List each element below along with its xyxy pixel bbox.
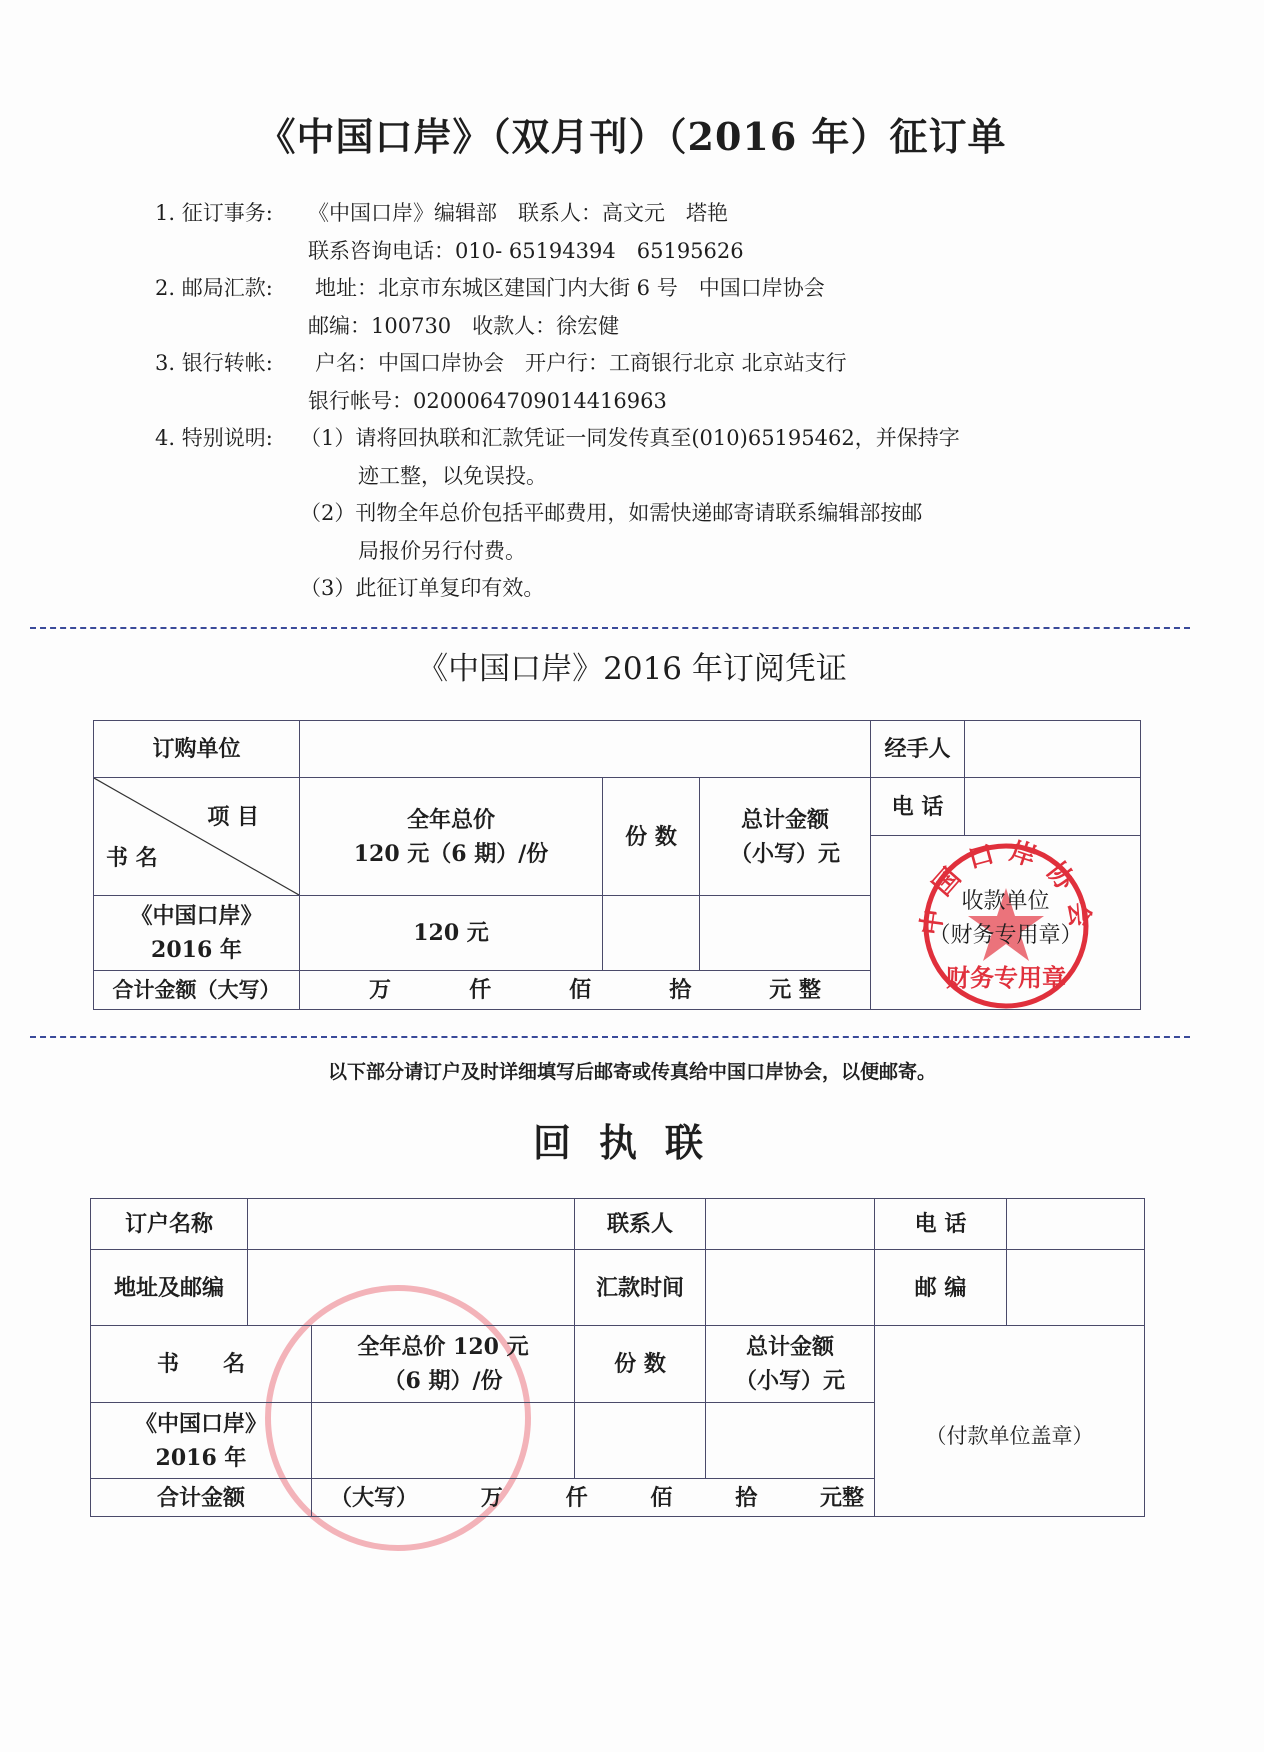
handler-input[interactable] xyxy=(965,721,1141,778)
customer-input[interactable] xyxy=(248,1199,575,1250)
receipt-price-header-line2: （6 期）/份 xyxy=(383,1368,503,1394)
phone-input[interactable] xyxy=(965,778,1141,836)
receipt-copies-header: 份 数 xyxy=(575,1326,706,1403)
receipt-sum-label: 合计金额 xyxy=(91,1479,312,1517)
stamp-cell xyxy=(871,836,1141,1010)
receipt-unit-qian: 仟 xyxy=(565,1484,588,1511)
header-item: 项 目 xyxy=(207,804,259,830)
item4-label: 4. 特别说明: xyxy=(155,426,273,450)
diagonal-line xyxy=(94,778,299,895)
copies-input[interactable] xyxy=(603,896,700,971)
receipt-total-header-line2: （小写）元 xyxy=(734,1368,845,1394)
receipt-phone-label: 电 话 xyxy=(875,1199,1007,1250)
book-name-line1: 《中国口岸》 xyxy=(130,903,263,929)
receipt-phone-input[interactable] xyxy=(1007,1199,1145,1250)
item2-line2: 邮编：100730 收款人：徐宏健 xyxy=(308,314,620,338)
contact-input[interactable] xyxy=(706,1199,875,1250)
receipt-unit-yuan-zheng: 元整 xyxy=(819,1484,864,1511)
receipt-total-input[interactable] xyxy=(706,1403,875,1479)
receipt-title: 回执联 xyxy=(532,1120,731,1165)
receipt-unit-bai: 佰 xyxy=(650,1484,673,1511)
item4-note1-line1: （1）请将回执联和汇款凭证一同发传真至(010)65195462，并保持字 xyxy=(300,426,960,450)
item4-note1-line2: 迹工整，以免误投。 xyxy=(358,464,547,488)
item1-line2: 联系咨询电话：010- 65194394 65195626 xyxy=(308,239,744,263)
receipt-book-name xyxy=(91,1403,312,1479)
remit-time-input[interactable] xyxy=(706,1250,875,1326)
remit-time-label: 汇款时间 xyxy=(575,1250,706,1326)
book-name-line2: 2016 年 xyxy=(151,937,242,963)
price-header xyxy=(300,778,603,896)
total-header-line2: （小写）元 xyxy=(730,840,841,867)
item4-note3: （3）此征订单复印有效。 xyxy=(300,576,545,600)
receipt-copies-input[interactable] xyxy=(575,1403,706,1479)
page-title: 《中国口岸》（双月刊）（2016 年）征订单 xyxy=(257,114,1007,159)
total-input[interactable] xyxy=(700,896,871,971)
price-header-line2: 120 元（6 期）/份 xyxy=(353,840,549,867)
item4-note2-line2: 局报价另行付费。 xyxy=(358,539,526,563)
item2-label: 2. 邮局汇款: xyxy=(155,276,273,300)
cut-line-divider xyxy=(30,627,1190,629)
item3-label: 3. 银行转帐: xyxy=(155,351,273,375)
zip-label: 邮 编 xyxy=(875,1250,1007,1326)
unit-wan: 万 xyxy=(369,977,392,1003)
unit-shi: 拾 xyxy=(669,977,692,1003)
address-label: 地址及邮编 xyxy=(91,1250,248,1326)
receipt-price-input[interactable] xyxy=(312,1403,575,1479)
item2-line1: 地址：北京市东城区建国门内大街 6 号 中国口岸协会 xyxy=(315,276,825,300)
contact-label: 联系人 xyxy=(575,1199,706,1250)
receipt-book-name-line2: 2016 年 xyxy=(155,1444,247,1471)
handler-label: 经手人 xyxy=(871,721,965,778)
seal-bottom-text: 财务专用章 xyxy=(946,964,1067,992)
receipt-sum-input[interactable] xyxy=(312,1479,875,1517)
price-header-line1: 全年总价 xyxy=(406,806,495,833)
diagonal-header-cell xyxy=(94,778,300,896)
item1-label: 1. 征订事务: xyxy=(155,201,273,225)
header-book: 书 名 xyxy=(106,845,158,871)
payer-seal-cell[interactable] xyxy=(875,1326,1145,1517)
buyer-input[interactable] xyxy=(300,721,871,778)
receipt-unit-wan: 万 xyxy=(480,1484,503,1511)
receipt-book-header: 书 名 xyxy=(91,1326,312,1403)
receipt-unit-shi: 拾 xyxy=(735,1484,758,1511)
receipt-price-header xyxy=(312,1326,575,1403)
copies-header: 份 数 xyxy=(603,778,700,896)
total-header xyxy=(700,778,871,896)
receipt-sum-daxie: （大写） xyxy=(330,1484,419,1511)
sum-label: 合计金额（大写） xyxy=(94,971,300,1010)
receipt-price-header-line1: 全年总价 120 元 xyxy=(357,1334,529,1360)
seal-arc-text: 中国口岸协会 xyxy=(916,836,1096,941)
unit-yuan-zheng: 元 整 xyxy=(769,977,821,1003)
book-name xyxy=(94,896,300,971)
payer-seal-placeholder: （付款单位盖章） xyxy=(925,1424,1094,1448)
item3-line2: 银行帐号：0200064709014416963 xyxy=(308,389,667,413)
unit-qian: 仟 xyxy=(469,977,492,1003)
receipt-book-name-line1: 《中国口岸》 xyxy=(134,1410,267,1437)
stamp-label-line2: （财务专用章） xyxy=(928,922,1083,948)
unit-bai: 佰 xyxy=(569,977,592,1003)
total-header-line1: 总计金额 xyxy=(741,806,830,833)
receipt-table xyxy=(90,1198,1145,1517)
receipt-total-header-line1: 总计金额 xyxy=(745,1334,834,1360)
price-value: 120 元 xyxy=(300,896,603,971)
item1-line1: 《中国口岸》编辑部 联系人：高文元 塔艳 xyxy=(308,201,728,225)
item3-line1: 户名：中国口岸协会 开户行：工商银行北京 北京站支行 xyxy=(315,351,847,375)
sum-input[interactable] xyxy=(300,971,871,1010)
buyer-label: 订购单位 xyxy=(94,721,300,778)
instructions xyxy=(0,0,1264,620)
cut-line-divider-2 xyxy=(30,1036,1190,1038)
voucher-title: 《中国口岸》2016 年订阅凭证 xyxy=(417,651,847,687)
voucher-table xyxy=(93,720,1141,1010)
phone-label: 电 话 xyxy=(871,778,965,836)
mail-instruction-note: 以下部分请订户及时详细填写后邮寄或传真给中国口岸协会，以便邮寄。 xyxy=(327,1061,936,1083)
stamp-label-line1: 收款单位 xyxy=(961,888,1050,914)
zip-input[interactable] xyxy=(1007,1250,1145,1326)
address-input[interactable] xyxy=(248,1250,575,1326)
receipt-total-header xyxy=(706,1326,875,1403)
item4-note2-line1: （2）刊物全年总价包括平邮费用，如需快递邮寄请联系编辑部按邮 xyxy=(300,501,923,525)
customer-label: 订户名称 xyxy=(91,1199,248,1250)
